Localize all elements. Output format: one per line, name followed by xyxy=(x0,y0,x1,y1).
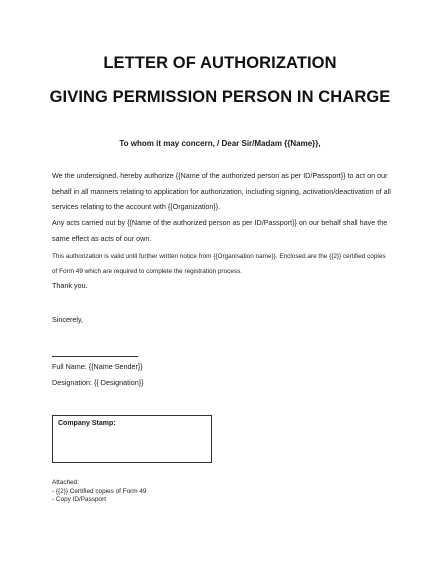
attachments-heading: Attached: xyxy=(52,479,80,486)
signature-line xyxy=(52,356,138,357)
attachment-item: - {{2}} Certified copies of Form 49 xyxy=(52,487,147,495)
letter-title: LETTER OF AUTHORIZATION xyxy=(103,54,337,72)
attachments-list xyxy=(52,479,147,505)
authorization-paragraph: We the undersigned, hereby authorize {{Name of the authorized person as per ID/Passport}} to act on our behalf in all manners relating to application for authorization, including signing, activation/deactivation of all services relating to the account with {{Organization}}. xyxy=(52,171,391,211)
designation-field: Designation: {{ Designation}} xyxy=(52,378,144,387)
attachment-item: - Copy ID/Passport xyxy=(52,496,106,504)
full-name-field: Full Name: {{Name Sender}} xyxy=(52,362,143,371)
stamp-label: Company Stamp: xyxy=(58,420,116,427)
thank-you-text: Thank you. xyxy=(52,281,88,290)
validity-paragraph: This authorization is valid until further written notice from {{Organisation name}}. Enclosed are the {{2}} certified copies of Form 49 which are required to complete the registration process. xyxy=(52,253,386,275)
acts-paragraph: Any acts carried out by {{Name of the authorized person as per ID/Passport}} on our behalf shall have the same effect as acts of our own. xyxy=(52,218,388,243)
salutation: To whom it may concern, / Dear Sir/Madam {{Name}}, xyxy=(119,139,321,148)
company-stamp-box xyxy=(52,415,212,463)
closing-text: Sincerely, xyxy=(52,315,84,324)
letter-subtitle: GIVING PERMISSION PERSON IN CHARGE xyxy=(49,88,391,106)
